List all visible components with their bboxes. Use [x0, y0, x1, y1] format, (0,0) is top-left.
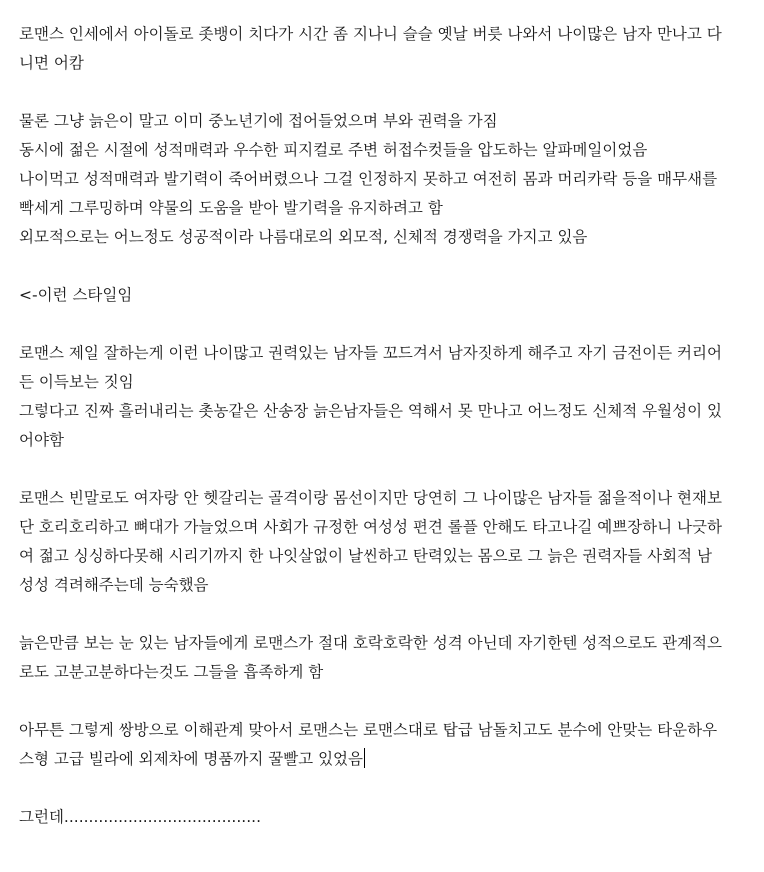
blank-line [19, 455, 725, 484]
blank-line [19, 252, 725, 281]
text-line: 외모적으로는 어느정도 성공적이라 나름대로의 외모적, 신체적 경쟁력을 가지고 있음 [19, 228, 588, 246]
text-line: 그렇다고 진짜 흘러내리는 촛농같은 산송장 늙은남자들은 역해서 못 만나고 어느정도 신체적 우월성이 있어야함 [19, 402, 722, 449]
text-line: 늙은만큼 보는 눈 있는 남자들에게 로맨스가 절대 호락호락한 성격 아닌데 자기한텐 성적으로도 관계적으로도 고분고분하다는것도 그들을 흡족하게 함 [19, 634, 722, 681]
text-line: 로맨스 빈말로도 여자랑 안 헷갈리는 골격이랑 몸선이지만 당연히 그 나이많은 남자들 젊을적이나 현재보단 호리호리하고 뼈대가 가늘었으며 사회가 규정한 여성성 편견 롤플 안해도 타고나길 예쁘장하니 나긋하여 젊고 싱싱하다못해 시리기까지 한 나잇살없이 날씬하고 탄력있는 몸으로 그 늙은 권력자들 사회적 남성성 격려해주는데 능숙했음 [19, 489, 722, 594]
blank-line [19, 310, 725, 339]
text-line: 로맨스 인세에서 아이돌로 좃뱅이 치다가 시간 좀 지나니 슬슬 옛날 버릇 나와서 나이많은 남자 만나고 다니면 어캄 [19, 25, 722, 72]
text-line-with-caret [19, 716, 725, 774]
blank-line [19, 78, 725, 107]
blank-line [19, 687, 725, 716]
text-line: 동시에 젊은 시절에 성적매력과 우수한 피지컬로 주변 허접수컷들을 압도하는 알파메일이었음 [19, 141, 648, 159]
text-line: 나이먹고 성적매력과 발기력이 죽어버렸으나 그걸 인정하지 못하고 여전히 몸과 머리카락 등을 매무새를 빡세게 그루밍하며 약물의 도움을 받아 발기력을 유지하려고 함 [19, 170, 718, 217]
text-line: 로맨스 제일 잘하는게 이런 나이많고 권력있는 남자들 꼬드겨서 남자짓하게 해주고 자기 금전이든 커리어든 이득보는 짓임 [19, 344, 722, 391]
text-line: 아무튼 그렇게 쌍방으로 이해관계 맞아서 로맨스는 로맨스대로 탑급 남돌치고도 분수에 안맞는 타운하우스형 고급 빌라에 외제차에 명품까지 꿀빨고 있었음 [19, 721, 718, 768]
blank-line [19, 774, 725, 803]
text-line: <-이런 스타일임 [19, 286, 133, 304]
text-line: 그런데........................................ [19, 808, 261, 826]
text-cursor [364, 748, 365, 768]
text-line: 물론 그냥 늙은이 말고 이미 중노년기에 접어들었으며 부와 권력을 가짐 [19, 112, 498, 130]
blank-line [19, 600, 725, 629]
document-body[interactable] [19, 20, 725, 832]
